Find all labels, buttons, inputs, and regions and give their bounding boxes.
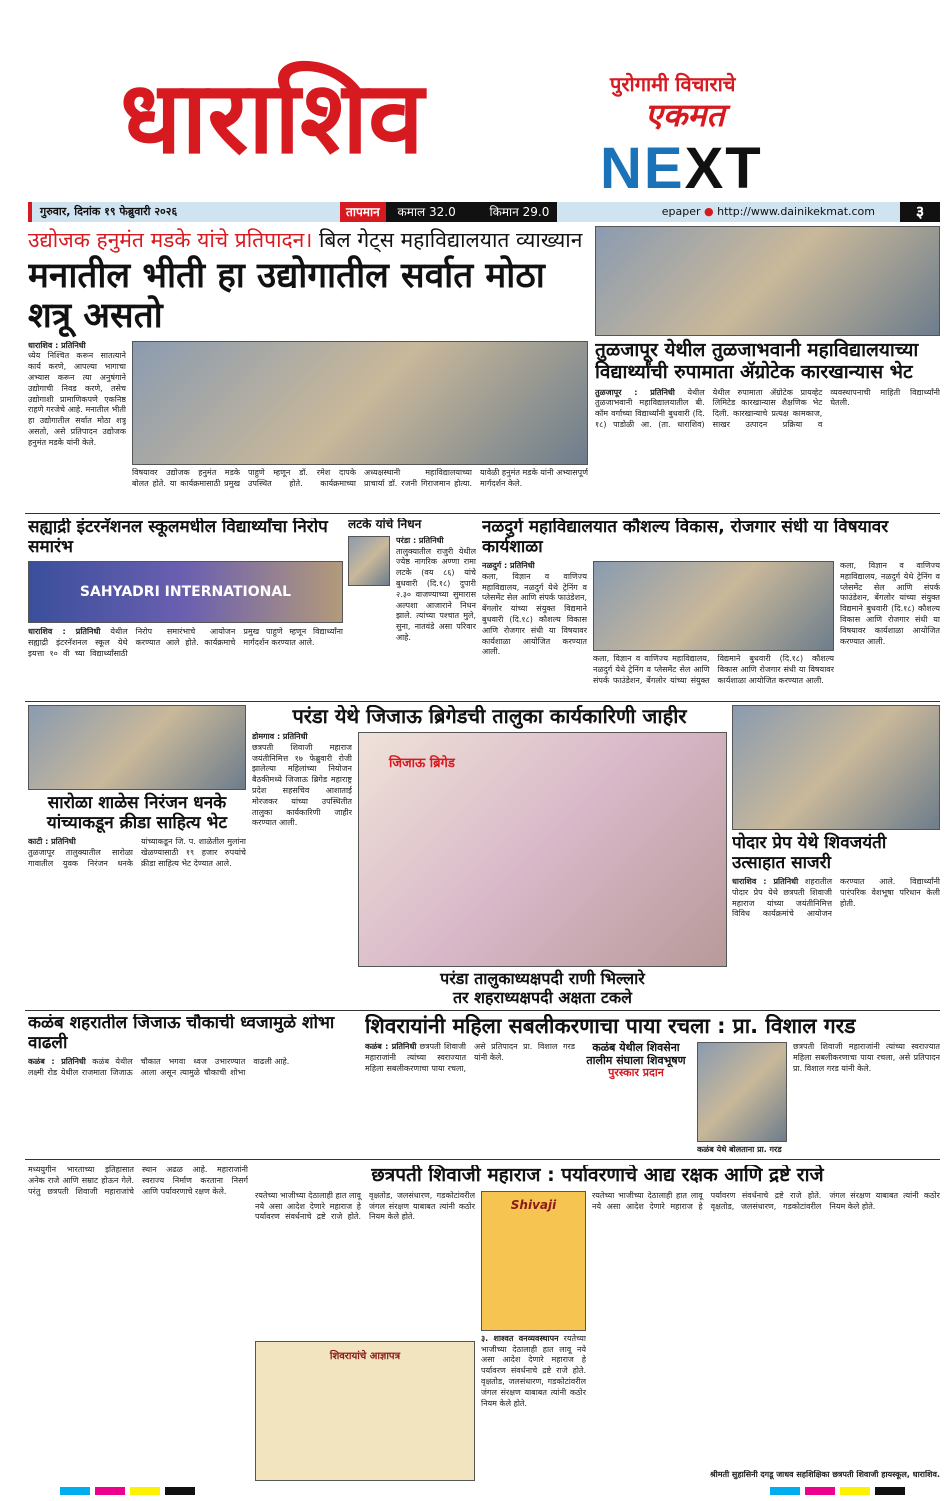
story-garad: [365, 1014, 940, 1156]
poster-image: शिवरायांचे आज्ञापत्र: [255, 1341, 475, 1481]
headline: शिवरायांनी महिला सबलीकरणाचा पाया रचला : प्रा. विशाल गरड: [365, 1014, 856, 1038]
portrait-photo: [348, 536, 390, 586]
article-body: [732, 877, 940, 1007]
registration-mark: [165, 1487, 195, 1495]
story-obituary: [348, 518, 476, 698]
news-photo: [132, 341, 588, 465]
masthead-title: धाराशिव: [120, 58, 424, 176]
article-text: शहरातील पोदार प्रेप येथे छत्रपती शिवाजी महाराज यांच्या जयंतीनिमित्त विविध कार्यक्रमांचे आयोजन करण्यात आले. विद्यार्थ्यांनी पारंपरिक वेशभूषा परिधान केली होती.: [732, 877, 940, 919]
photo-caption: कळंब येथे बोलताना प्रा. गरड: [697, 1145, 782, 1155]
article-body: [28, 1057, 358, 1156]
article-text: कला, विज्ञान व वाणिज्य महाविद्यालय, नळदुर्ग येथे ट्रेनिंग व प्लेसमेंट सेल आणि संपर्क फाउंडेशन, बेंगलोर यांच्या संयुक्त विद्यमाने बुधवारी (दि.१८) कौशल्य विकास आणि रोजगार संधी या विषयावर कार्यशाळा आयोजित करण्यात आली.: [840, 561, 940, 646]
headline: छत्रपती शिवाजी महाराज : पर्यावरणाचे आद्य रक्षक आणि द्रष्टे राजे: [371, 1165, 824, 1186]
story-podar: [732, 705, 940, 1007]
story-jijau-brigade: [252, 705, 727, 1007]
subheadline: ३. शाश्वत वनव्यवस्थापन: [481, 1333, 559, 1343]
registration-mark: [875, 1487, 905, 1495]
article-text: छत्रपती शिवाजी महाराजांनी त्यांच्या स्वराज्यात महिला सबलीकरणाचा पाया रचला, असे प्रतिपादन प्रा. विशाल गरड यांनी केले.: [793, 1042, 940, 1073]
news-photo: SAHYADRI INTERNATIONAL: [28, 561, 343, 623]
globe-icon: ●: [704, 205, 714, 218]
article-body: [396, 536, 476, 698]
article-text: कळंब येथील लक्ष्मी रोड येथील राजमाता जिजाऊ चौकात भगवा ध्वज उभारण्यात आला असून त्यामुळे चौकाची शोभा वाढली आहे.: [28, 1057, 290, 1077]
byline: धाराशिव : प्रतिनिधी: [28, 627, 101, 637]
article-text: रयतेच्या भाजीच्या देठालाही हात लावू नये असा आदेश देणारे महाराज हे पर्यावरण संवर्धनाचे द्रष्टे राजे होते. वृक्षतोड, जलसंधारण, गडकोटांवरील जंगल संरक्षण याबाबत त्यांनी कठोर नियम केले होते.: [481, 1333, 586, 1408]
temperature-max: कमाल 32.0: [397, 205, 456, 219]
author-credit: श्रीमती सुहासिनी दगडू जाधव सहशिक्षिका छत्रपती शिवाजी हायस्कूल, धाराशिव.: [709, 1470, 940, 1480]
article-body: [28, 341, 126, 510]
registration-mark: [770, 1487, 800, 1495]
divider: [25, 513, 940, 514]
subheadline-line: पुरस्कार प्रदान: [608, 1066, 664, 1080]
subheadline: [581, 1042, 691, 1156]
headline: मनातील भीती हा उद्योगातील सर्वात मोठा शत्रू असतो: [28, 256, 545, 337]
article-text: छत्रपती शिवाजी महाराजांनी त्यांच्या स्वराज्यात महिला सबलीकरणाचा पाया रचला, असे प्रतिपादन प्रा. विशाल गरड यांनी केले.: [365, 1042, 575, 1073]
story-kalamb-chowk: [28, 1014, 358, 1156]
article-text: कला, विज्ञान व वाणिज्य महाविद्यालय, नळदुर्ग येथे ट्रेनिंग व प्लेसमेंट सेल आणि संपर्क फाउंडेशन, बेंगलोर यांच्या संयुक्त विद्यमाने बुधवारी (दि.१८) कौशल्य विकास आणि रोजगार संधी या विषयावर कार्यशाळा आयोजित करण्यात आली.: [482, 571, 587, 657]
article-text: रयतेच्या भाजीच्या देठालाही हात लावू नये असा आदेश देणारे महाराज हे पर्यावरण संवर्धनाचे द्रष्टे राजे होते. वृक्षतोड, जलसंधारण, गडकोटांवरील जंगल संरक्षण याबाबत त्यांनी कठोर नियम केले होते.: [592, 1190, 940, 1211]
subheadline: [358, 970, 727, 1007]
registration-mark: [130, 1487, 160, 1495]
divider: [25, 701, 940, 702]
article-body: [365, 1042, 575, 1156]
story-bill-gates: [28, 228, 588, 510]
next-logo-part: XT: [684, 136, 763, 201]
byline: नळदुर्ग : प्रतिनिधी: [482, 561, 535, 571]
headline: परंडा येथे जिजाऊ ब्रिगेडची तालुका कार्यकारिणी जाहीर: [292, 705, 687, 728]
brand-logo: एकमत: [645, 96, 725, 134]
article-text: छत्रपती शिवाजी महाराज जयंतीनिमित्त १७ फेब्रुवारी रोजी झालेल्या महिलांच्या नियोजन बैठकीमध्ये जिजाऊ ब्रिगेड महाराष्ट्र प्रदेश सहसचिव आशाताई मोरजकर यांच्या उपस्थितीत तालुका कार्यकारिणी जाहीर करण्यात आली.: [252, 742, 352, 828]
next-logo: [600, 136, 880, 201]
page-number: ३: [900, 202, 940, 222]
story-shivaji: [255, 1165, 940, 1481]
byline: कळंब : प्रतिनिधी: [365, 1042, 417, 1052]
subheadline-line: परंडा तालुकाध्यक्षपदी राणी भिल्लारे: [440, 969, 645, 989]
article-body: [28, 837, 246, 1007]
headline: सह्याद्री इंटरनॅशनल स्कूलमधील विद्यार्थ्यांचा निरोप समारंभ: [28, 518, 328, 557]
headline: पोदार प्रेप येथे शिवजयंती उत्साहात साजरी: [732, 833, 887, 873]
article-body: [482, 561, 587, 698]
article-body: [595, 388, 940, 510]
headline: कळंब शहरातील जिजाऊ चौकाची ध्वजामुळे शोभा वाढली: [28, 1014, 335, 1053]
headline: लटके यांचे निधन: [348, 518, 422, 531]
byline: काटी : प्रतिनिधी: [28, 837, 76, 847]
news-photo: [28, 705, 246, 790]
story-sarola: [28, 705, 246, 1007]
news-photo: [697, 1042, 787, 1142]
article-text: ध्येय निश्चित करून सातत्याने कार्य करणे, आपल्या भागाचा अभ्यास करून त्या अनुषंगाने उद्योगाची निवड करणे, तसेच उद्योगाशी प्रामाणिकपणे एकनिष्ठ राहणे गरजेचे आहे. मनातील भीती हा उद्योगातील सर्वात मोठा शत्रू असतो, असे प्रतिपादन उद्योजक हनुमंत मडके यांनी केले.: [28, 351, 126, 447]
news-photo: [595, 226, 940, 336]
epaper-label: epaper: [661, 205, 701, 218]
byline: तुळजापूर : प्रतिनिधी: [595, 387, 675, 397]
website-url[interactable]: http://www.dainikekmat.com: [717, 205, 875, 218]
byline: धाराशिव : प्रतिनिधी: [28, 340, 86, 350]
article-text: रयतेच्या भाजीच्या देठालाही हात लावू नये असा आदेश देणारे महाराज हे पर्यावरण संवर्धनाचे द्रष्टे राजे होते. वृक्षतोड, जलसंधारण, गडकोटांवरील जंगल संरक्षण याबाबत त्यांनी कठोर नियम केले होते.: [255, 1190, 475, 1222]
article-text: तुळजापूर तालुक्यातील सारोळा गावातील युवक निरंजन धनके यांच्याकडून जि. प. शाळेतील मुलांना खेळण्यासाठी १९ हजार रुपयांचे क्रीडा साहित्य भेट देण्यात आले.: [28, 837, 246, 868]
registration-mark: [95, 1487, 125, 1495]
byline: कळंब : प्रतिनिधी: [28, 1057, 86, 1067]
subheadline-line: तर शहराध्यक्षपदी अक्षता टकले: [452, 987, 633, 1007]
article-text: तालुक्यातील राजुरी येथील ज्येष्ठ नागरिक अण्णा रामा लटके (वय ८६) यांचे बुधवारी (दि.१८) दुपारी २.३० वाजण्याच्या सुमारास अल्पशा आजाराने निधन झाले. त्यांच्या पश्चात मुले, सुना, नातवंडे असा परिवार आहे.: [396, 546, 476, 642]
story-shivaji-left: [28, 1165, 248, 1479]
article-text: विषयावर उद्योजक हनुमंत मडके बोलत होते. या कार्यक्रमासाठी प्रमुख पाहुणे म्हणून डॉ. रमेश दापके उपस्थित होते. कार्यक्रमाच्या अध्यक्षस्थानी महाविद्यालयाच्या प्राचार्या डॉ. रजनी गिराजमान होत्या. यावेळी हनुमंत मडके यांनी अभ्यासपूर्ण मार्गदर्शन केले.: [132, 468, 588, 488]
story-tuljapur: [595, 226, 940, 510]
registration-mark: [805, 1487, 835, 1495]
epaper-link[interactable]: [620, 202, 875, 222]
subheadline-line: कळंब येथील शिवसेना: [592, 1041, 680, 1055]
registration-mark: [60, 1487, 90, 1495]
news-photo: [593, 561, 834, 651]
article-text: येथील तुळजाभवानी महाविद्यालयातील बी. कॉम वर्गाच्या विद्यार्थ्यांनी बुधवारी (दि. १८) पाडोळी आ. (ता. धाराशिव) येथील रुपामाता ॲग्रोटेक प्रायव्हेट लिमिटेड कारखान्यास शैक्षणिक भेट दिली. कारखान्याचे प्रत्यक्ष कामकाज, साखर उत्पादन प्रक्रिया व व्यवस्थापनाची माहिती विद्यार्थ्यांनी घेतली.: [595, 387, 940, 430]
registration-mark: [840, 1487, 870, 1495]
temperature-min: किमान 29.0: [489, 205, 550, 219]
temperature-label: तापमान: [340, 202, 386, 222]
article-body: [28, 627, 343, 698]
headline: नळदुर्ग महाविद्यालयात कौशल्य विकास, रोजगार संधी या विषयावर कार्यशाळा: [482, 518, 889, 557]
subheadline-line: तालीम संघाला शिवभूषण: [586, 1053, 686, 1067]
byline: डोमगाव : प्रतिनिधी: [252, 732, 308, 741]
article-body: [252, 732, 352, 1007]
next-logo-part: NE: [600, 136, 685, 201]
article-text: येथील सह्याद्री इंटरनॅशनल स्कूल येथे इयत्ता १० वी च्या विद्यार्थ्यांसाठी निरोप समारंभाचे आयोजन करण्यात आले होते. कार्यक्रमाचे प्रमुख पाहुणे म्हणून विद्यार्थ्यांना मार्गदर्शन करण्यात आले.: [28, 627, 343, 658]
divider: [25, 1159, 940, 1160]
kicker: [28, 228, 588, 252]
kicker-red: उद्योजक हनुमंत मडके यांचे प्रतिपादन।: [28, 228, 313, 252]
divider: [25, 1010, 940, 1011]
headline: सारोळा शाळेस निरंजन धनके यांच्याकडून क्रीडा साहित्य भेट: [46, 793, 228, 833]
article-body: [481, 1334, 586, 1481]
tagline: पुरोगामी विचाराचे: [610, 72, 736, 96]
article-text: मध्ययुगीन भारताच्या इतिहासात अनेक राजे आणि सम्राट होऊन गेले. परंतु छत्रपती शिवाजी महाराजांचे स्थान अढळ आहे. महाराजांनी स्वराज्य निर्माण करताना निसर्ग आणि पर्यावरणाचे रक्षण केले.: [28, 1165, 248, 1196]
temperature: [340, 202, 557, 222]
byline: धाराशिव : प्रतिनिधी: [732, 877, 799, 887]
poster-image: Shivaji: [481, 1191, 586, 1331]
byline: परंडा : प्रतिनिधी: [396, 535, 444, 545]
kicker-text: बिल गेट्स महाविद्यालयात व्याख्यान: [318, 228, 583, 252]
article-text: कला, विज्ञान व वाणिज्य महाविद्यालय, नळदुर्ग येथे ट्रेनिंग व प्लेसमेंट सेल आणि संपर्क फाउंडेशन, बेंगलोर यांच्या संयुक्त विद्यमाने बुधवारी (दि.१८) कौशल्य विकास आणि रोजगार संधी या विषयावर कार्यशाळा आयोजित करण्यात आली.: [593, 654, 834, 685]
headline: तुळजापूर येथील तुळजाभवानी महाविद्यालयाच्या विद्यार्थ्यांची रुपामाता ॲग्रोटेक कारखान्यास भेट: [595, 339, 919, 383]
story-naldurg: [482, 518, 940, 698]
date-text: गुरुवार, दिनांक १९ फेब्रुवारी २०२६: [40, 205, 178, 218]
news-photo: [732, 705, 940, 830]
story-sahyadri: [28, 518, 343, 698]
news-photo: जिजाऊ ब्रिगेड: [358, 732, 727, 967]
